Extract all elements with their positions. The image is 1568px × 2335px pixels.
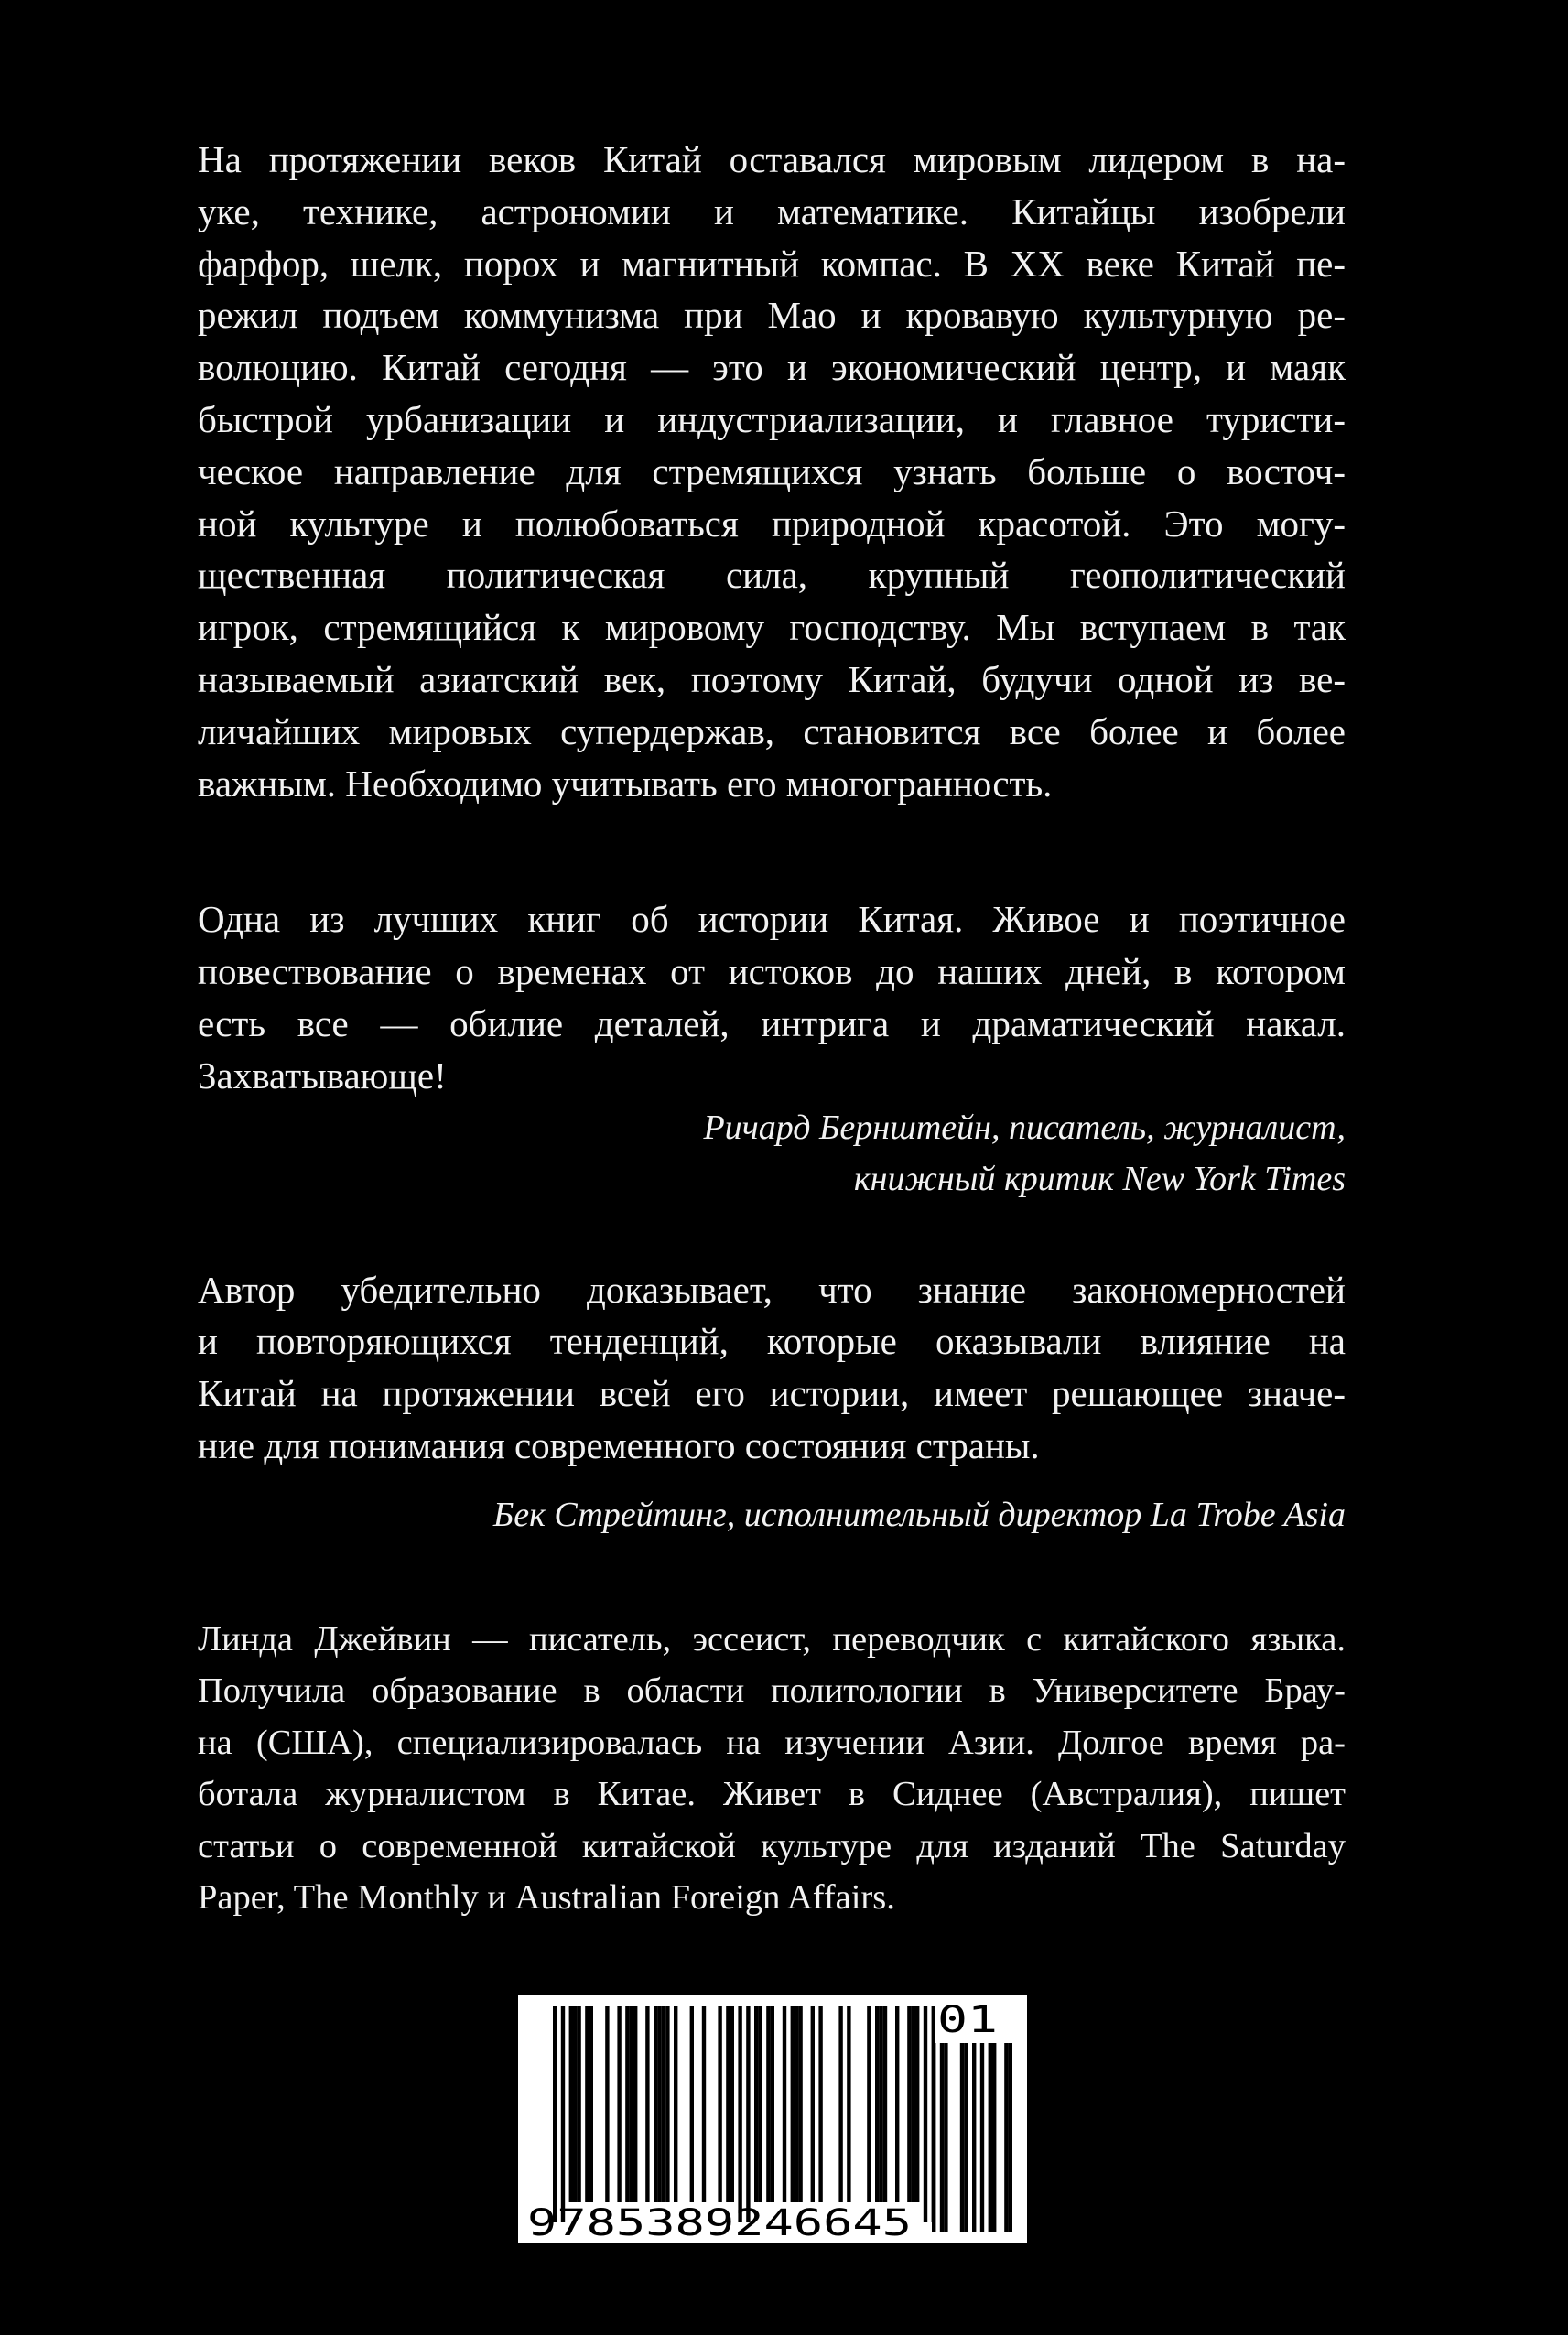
- bio-line: Линда Джейвин — писатель, эссеист, переводчик с китайского языка.: [198, 1619, 1346, 1659]
- barcode-bar: [798, 2006, 802, 2202]
- review-quote-line: Автор убедительно доказывает, что знание закономерностей: [198, 1268, 1346, 1311]
- barcode-bar: [883, 2006, 887, 2202]
- review-quote-line: Одна из лучших книг об истории Китая. Живое и поэтичное: [198, 898, 1346, 941]
- barcode-guard-bar: [924, 2006, 927, 2222]
- barcode-bar: [573, 2006, 577, 2202]
- barcode-supplement-bar: [972, 2043, 976, 2232]
- barcode-bar: [645, 2006, 649, 2202]
- review-quote-line: повествование о временах от истоков до наших дней, в котором: [198, 950, 1346, 993]
- barcode-supplement-bar: [944, 2043, 947, 2232]
- barcode-supplement-bar: [980, 2043, 984, 2232]
- barcode-bar: [617, 2006, 621, 2202]
- intro-line: щественная политическая сила, крупный геополитический: [198, 554, 1346, 597]
- intro-line: режил подъем коммунизма при Мао и кровавую культурную ре-: [198, 294, 1346, 337]
- barcode-supplement-bar: [1004, 2043, 1008, 2232]
- barcode-bar: [718, 2006, 721, 2202]
- review-attribution-2: [198, 1489, 1346, 1540]
- barcode-bar: [577, 2006, 580, 2202]
- barcode-bar: [665, 2006, 669, 2202]
- review-quote-line: Захватывающе!: [198, 1054, 447, 1097]
- intro-line: называемый азиатский век, поэтому Китай, будучи одной из ве-: [198, 657, 1346, 700]
- barcode-bar: [702, 2006, 706, 2202]
- barcode-bar: [585, 2006, 589, 2202]
- review-quote-2: [198, 1264, 1346, 1472]
- barcode-bar: [625, 2006, 629, 2202]
- back-cover-text: [198, 134, 1346, 1924]
- barcode-bar: [654, 2006, 657, 2202]
- barcode-bar: [875, 2006, 879, 2202]
- intro-line: быстрой урбанизации и индустриализации, и главное туристи-: [198, 397, 1346, 440]
- barcode-supplement-number: 01: [937, 1999, 998, 2041]
- intro-line: уке, технике, астрономии и математике. Китайцы изобрели: [198, 189, 1346, 232]
- barcode-bar: [838, 2006, 842, 2202]
- review-quote-1: [198, 893, 1346, 1101]
- author-bio: [198, 1614, 1346, 1924]
- barcode-bar: [569, 2006, 573, 2202]
- barcode-bar: [907, 2006, 911, 2202]
- intro-line: фарфор, шелк, порох и магнитный компас. В XX веке Китай пе-: [198, 242, 1346, 285]
- attribution-line: Бек Стрейтинг, исполнительный директор La Trobe Asia: [492, 1495, 1346, 1534]
- intro-line: волюцию. Китай сегодня — это и экономический центр, и маяк: [198, 346, 1346, 389]
- barcode-supplement-bar: [989, 2043, 992, 2232]
- barcode-bar: [867, 2006, 871, 2202]
- barcode-bar: [795, 2006, 798, 2202]
- barcode-supplement-bar: [992, 2043, 996, 2232]
- intro-line: На протяжении веков Китай оставался мировым лидером в на-: [198, 138, 1346, 180]
- intro-line: личайших мировых супердержав, становится все более и более: [198, 709, 1346, 752]
- barcode-bar: [630, 2006, 633, 2202]
- isbn-barcode: [518, 1995, 1027, 2243]
- barcode-bar: [912, 2006, 915, 2202]
- bio-line: ботала журналистом в Китае. Живет в Сиднее (Австралия), пишет: [198, 1775, 1346, 1814]
- barcode-bar: [674, 2006, 677, 2202]
- barcode-bar: [766, 2006, 770, 2202]
- bio-line: на (США), специализировалась на изучении Азии. Долгое время ра-: [198, 1723, 1346, 1762]
- barcode-supplement-bar: [964, 2043, 968, 2232]
- attribution-line: Ричард Бернштейн, писатель, журналист,: [703, 1108, 1346, 1147]
- barcode-bar: [818, 2006, 822, 2202]
- barcode-bar: [771, 2006, 774, 2202]
- barcode-guard-bar: [738, 2006, 741, 2222]
- barcode-bar: [730, 2006, 734, 2202]
- barcode-bar: [754, 2006, 758, 2202]
- review-quote-line: ние для понимания современного состояния страны.: [198, 1423, 1040, 1466]
- barcode-bar: [847, 2006, 850, 2202]
- barcode-bar: [811, 2006, 815, 2202]
- intro-line: игрок, стремящийся к мировому господству. Мы вступаем в так: [198, 606, 1346, 649]
- intro-line: ной культуре и полюбоваться природной красотой. Это могу-: [198, 502, 1346, 545]
- barcode-guard-bar: [561, 2006, 565, 2222]
- barcode-bar: [879, 2006, 882, 2202]
- barcode-bar: [783, 2006, 786, 2202]
- barcode-supplement-bar: [932, 2043, 935, 2232]
- barcode-guard-bar: [553, 2006, 557, 2222]
- intro-line: важным. Необходимо учитывать его многогранность.: [198, 762, 1053, 805]
- bio-line: Paper, The Monthly и Australian Foreign Affairs.: [198, 1878, 895, 1918]
- barcode-bar: [915, 2006, 919, 2202]
- bio-line: статьи о современной китайской культуре для изданий The Saturday: [198, 1826, 1346, 1865]
- barcode-bar: [895, 2006, 899, 2202]
- intro-line: ческое направление для стремящихся узнать больше о восточ-: [198, 449, 1346, 492]
- review-attribution-1: [198, 1102, 1346, 1205]
- barcode-bar: [690, 2006, 694, 2202]
- review-quote-line: Китай на протяжении всей его истории, имеет решающее значе-: [198, 1372, 1346, 1415]
- bio-line: Получила образование в области политологии в Университете Брау-: [198, 1671, 1346, 1711]
- barcode-graphic: [518, 1995, 1027, 2243]
- isbn-number: 9785389246645: [527, 2202, 912, 2243]
- review-quote-line: и повторяющихся тенденций, которые оказывали влияние на: [198, 1320, 1346, 1363]
- barcode-supplement-bar: [1009, 2043, 1012, 2232]
- barcode-bar: [791, 2006, 795, 2202]
- review-quote-line: есть все — обилие деталей, интрига и драматический накал.: [198, 1001, 1346, 1044]
- barcode-guard-bar: [746, 2006, 750, 2222]
- barcode-supplement-bar: [960, 2043, 964, 2232]
- barcode-bars: [553, 2006, 935, 2222]
- attribution-line: книжный критик New York Times: [853, 1159, 1346, 1198]
- barcode-bar: [657, 2006, 661, 2202]
- intro-paragraph: [198, 134, 1346, 809]
- barcode-supplement-bars: [932, 2043, 1012, 2232]
- barcode-bar: [726, 2006, 730, 2202]
- barcode-supplement-bar: [940, 2043, 944, 2232]
- barcode-bar: [605, 2006, 609, 2202]
- barcode-bar: [589, 2006, 593, 2202]
- barcode-bar: [758, 2006, 762, 2202]
- barcode-bar: [633, 2006, 637, 2202]
- barcode-bar: [662, 2006, 665, 2202]
